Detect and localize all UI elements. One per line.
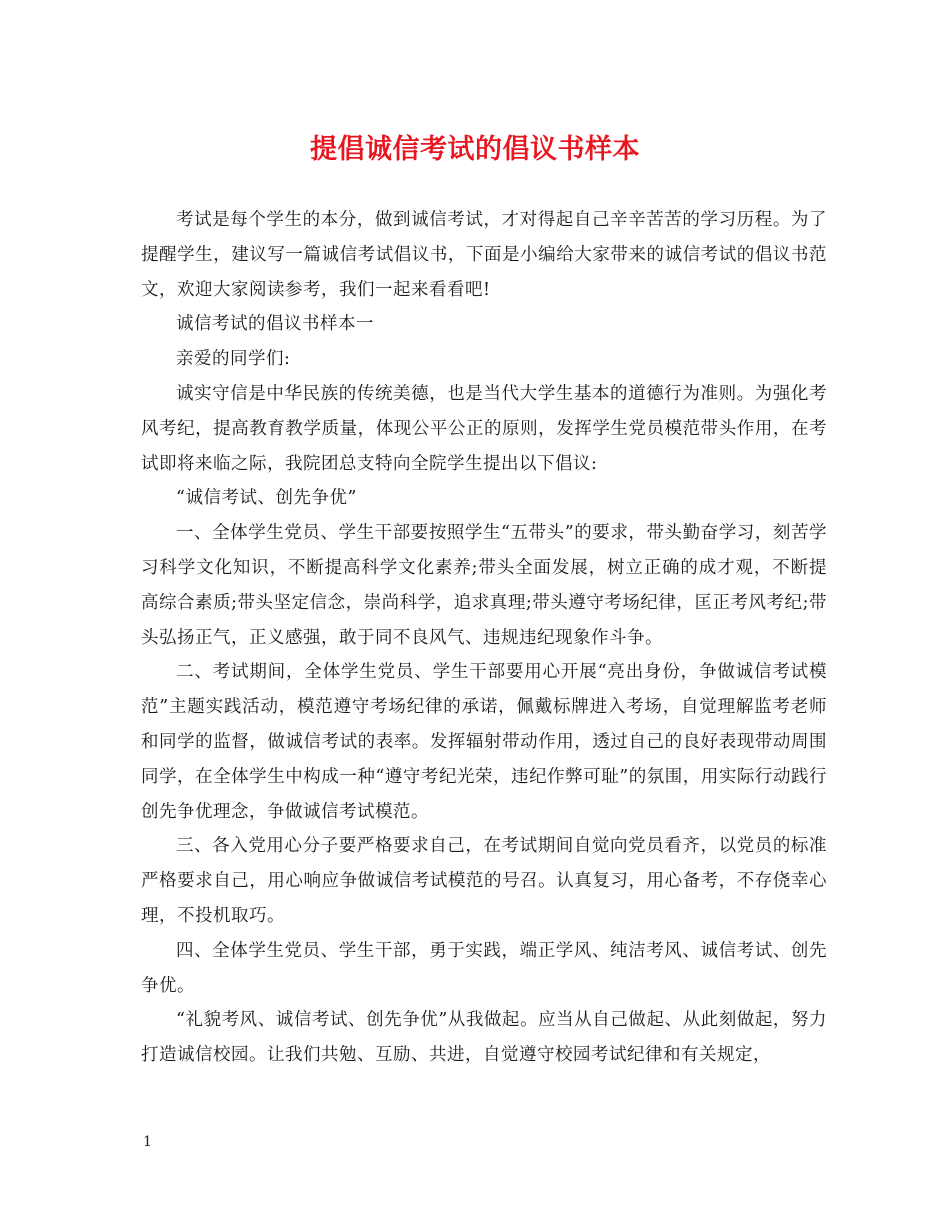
paragraph-point-4: 四、全体学生党员、学生干部，勇于实践，端正学风、纯洁考风、诚信考试、创先争优。 [141, 940, 827, 996]
paragraph-point-2: 二、考试期间，全体学生党员、学生干部要用心开展“亮出身份，争做诚信考试模范”主题实践活动，模范遵守考场纪律的承诺，佩戴标牌进入考场，自觉理解监考老师和同学的监督，做诚信考试的表率。发挥辐射带动作用，透过自己的良好表现带动周围同学，在全体学生中构成一种“遵守考纪光荣，违纪作弊可耻”的氛围，用实际行动践行创先争优理念，争做诚信考试模范。 [141, 662, 827, 822]
paragraph-intro: 考试是每个学生的本分，做到诚信考试，才对得起自己辛辛苦苦的学习历程。为了提醒学生，建议写一篇诚信考试倡议书，下面是小编给大家带来的诚信考试的倡议书范文，欢迎大家阅读参考，我们一起来看看吧! [141, 210, 827, 300]
paragraph-salutation: 亲爱的同学们: [176, 349, 291, 370]
paragraph-closing: “礼貌考风、诚信考试、创先争优”从我做起。应当从自己做起、从此刻做起，努力打造诚信校园。让我们共勉、互励、共进，自觉遵守校园考试纪律和有关规定， [141, 1010, 827, 1066]
paragraph-opening: 诚实守信是中华民族的传统美德，也是当代大学生基本的道德行为准则。为强化考风考纪，提高教育教学质量，体现公平公正的原则，发挥学生党员模范带头作用，在考试即将来临之际，我院团总支特向全院学生提出以下倡议: [141, 383, 827, 474]
paragraph-sample-heading: 诚信考试的倡议书样本一 [176, 314, 374, 335]
page-number: 1 [143, 1134, 152, 1150]
paragraph-point-3: 三、各入党用心分子要严格要求自己，在考试期间自觉向党员看齐，以党员的标准严格要求自己，用心响应争做诚信考试模范的号召。认真复习，用心备考，不存侥幸心理，不投机取巧。 [141, 836, 827, 926]
document-title: 提倡诚信考试的倡议书样本 [310, 134, 640, 165]
document-body [141, 203, 827, 1073]
paragraph-slogan: “诚信考试、创先争优” [176, 488, 357, 509]
paragraph-point-1: 一、全体学生党员、学生干部要按照学生“五带头”的要求，带头勤奋学习，刻苦学习科学文化知识，不断提高科学文化素养;带头全面发展，树立正确的成才观，不断提高综合素质;带头坚定信念，崇尚科学，追求真理;带头遵守考场纪律，匡正考风考纪;带头弘扬正气，正义感强，敢于同不良风气、违规违纪现象作斗争。 [141, 523, 827, 648]
